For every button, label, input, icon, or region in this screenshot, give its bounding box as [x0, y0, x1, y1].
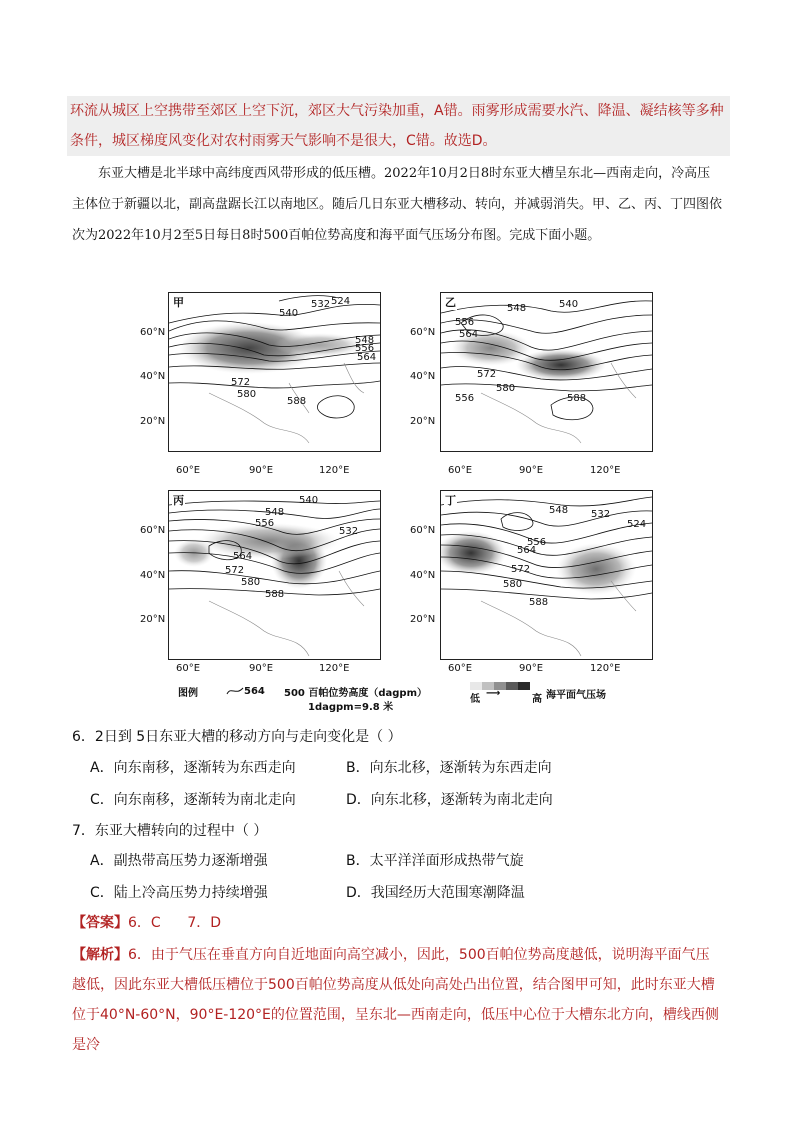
map-jia-drawing: [169, 293, 380, 451]
contour-label: 532: [591, 509, 611, 520]
previous-explanation: 环流从城区上空携带至郊区上空下沉，郊区大气污染加重，A错。雨雾形成需要水汽、降温、凝结核等多种条件，城区梯度风变化对农村雨雾天气影响不是很大，C错。故选D。: [67, 96, 730, 156]
contour-label: 588: [529, 597, 549, 608]
lon-label: 90°E: [249, 465, 274, 476]
contour-label: 524: [331, 296, 351, 307]
contour-label: 540: [279, 308, 299, 319]
lon-label: 90°E: [519, 663, 544, 674]
q7-option-b[interactable]: B．太平洋洋面形成热带气旋: [346, 853, 524, 869]
lat-label: 60°N: [410, 525, 436, 536]
contour-label: 564: [517, 545, 537, 556]
answer-label: 【答案】: [72, 915, 128, 931]
contour-label: 548: [355, 335, 375, 346]
q7-option-c[interactable]: C．陆上冷高压势力持续增强: [90, 885, 268, 901]
lon-label: 60°E: [448, 663, 473, 674]
lat-label: 40°N: [410, 570, 436, 581]
contour-label: 540: [559, 299, 579, 310]
lat-label: 60°N: [140, 327, 166, 338]
contour-label: 556: [455, 393, 475, 404]
answer-line: [72, 912, 221, 932]
contour-label: 548: [549, 505, 569, 516]
contour-label: 564: [357, 352, 377, 363]
contour-label: 556: [527, 537, 547, 548]
panel-label-bing: 丙: [173, 494, 184, 507]
contour-label: 540: [299, 495, 319, 506]
contour-label: 588: [567, 393, 587, 404]
question-7-stem: 7．东亚大槽转向的过程中（ ）: [72, 823, 268, 839]
analysis-label: 【解析】: [72, 947, 128, 963]
contour-label: 556: [255, 518, 275, 529]
contour-label: 580: [503, 579, 523, 590]
analysis-text: 6．由于气压在垂直方向自近地面向高空减小，因此，500百帕位势高度越低，说明海平面气压越低，因此东亚大槽低压槽位于500百帕位势高度从低处向高处凸出位置，结合图甲可知，此时东亚大槽位于40°N-60°N，90°E-120°E的位置范围，呈东北—西南走向，低压中心位于大槽东北方向，槽线西侧是冷: [72, 947, 719, 1053]
contour-label: 572: [511, 564, 531, 575]
contour-label: 580: [496, 383, 516, 394]
contour-label: 564: [459, 329, 479, 340]
lon-label: 120°E: [319, 465, 350, 476]
lon-label: 60°E: [448, 465, 473, 476]
map-ding-drawing: [441, 491, 652, 659]
lon-label: 120°E: [590, 465, 621, 476]
q7-option-a[interactable]: A．副热带高压势力逐渐增强: [90, 853, 268, 869]
legend-contour-desc: 500 百帕位势高度（dagpm）: [284, 688, 427, 699]
contour-label: 532: [311, 299, 331, 310]
lon-label: 120°E: [590, 663, 621, 674]
lon-label: 60°E: [176, 465, 201, 476]
lat-label: 20°N: [410, 614, 436, 625]
lon-label: 90°E: [249, 663, 274, 674]
panel-label-ding: 丁: [445, 494, 456, 507]
map-panel-bing: [168, 490, 381, 660]
panel-label-jia: 甲: [173, 296, 184, 309]
map-panel-yi: [440, 292, 653, 452]
q6-option-b[interactable]: B．向东北移，逐渐转为东西走向: [346, 760, 552, 776]
q7-option-d[interactable]: D．我国经历大范围寒潮降温: [346, 885, 525, 901]
legend-low: 低: [470, 694, 480, 705]
contour-label: 524: [627, 519, 647, 530]
legend-contour-value: 564: [244, 686, 265, 697]
contour-label: 564: [233, 551, 253, 562]
lon-label: 60°E: [176, 663, 201, 674]
contour-label: 548: [265, 507, 285, 518]
legend-pressure-desc: 海平面气压场: [546, 690, 606, 701]
legend-unit-note: 1dagpm=9.8 米: [308, 702, 394, 713]
lat-label: 60°N: [410, 327, 436, 338]
contour-label: 580: [241, 577, 261, 588]
panel-label-yi: 乙: [445, 296, 456, 309]
map-panel-jia: [168, 292, 381, 452]
legend-contour-icon: [226, 684, 244, 698]
contour-label: 556: [355, 343, 375, 354]
contour-label: 572: [231, 377, 251, 388]
q6-option-d[interactable]: D．向东北移，逐渐转为南北走向: [346, 792, 553, 808]
passage: 东亚大槽是北半球中高纬度西风带形成的低压槽。2022年10月2日8时东亚大槽呈东北—西南走向，冷高压主体位于新疆以北，副高盘踞长江以南地区。随后几日东亚大槽移动、转向，并减弱消失。甲、乙、丙、丁四图依次为2022年10月2至5日每日8时500百帕位势高度和海平面气压场分布图。完成下面小题。: [72, 166, 723, 243]
contour-label: 572: [477, 369, 497, 380]
analysis-block: [72, 940, 722, 1060]
lon-label: 90°E: [519, 465, 544, 476]
lat-label: 40°N: [140, 371, 166, 382]
q6-option-c[interactable]: C．向东南移，逐渐转为南北走向: [90, 792, 296, 808]
legend-high: 高: [532, 694, 542, 705]
lon-label: 120°E: [319, 663, 350, 674]
lat-label: 60°N: [140, 525, 166, 536]
answer-text: 6．C 7．D: [128, 915, 222, 931]
legend-title: 图例: [178, 688, 198, 699]
contour-label: 572: [225, 565, 245, 576]
contour-label: 588: [265, 589, 285, 600]
contour-label: 556: [455, 317, 475, 328]
contour-label: 588: [287, 396, 307, 407]
lat-label: 20°N: [140, 614, 166, 625]
contour-label: 580: [237, 389, 257, 400]
contour-label: 548: [507, 303, 527, 314]
lat-label: 40°N: [140, 570, 166, 581]
map-panel-ding: [440, 490, 653, 660]
legend-arrow: ⟶: [486, 688, 501, 699]
lat-label: 20°N: [410, 416, 436, 427]
lat-label: 20°N: [140, 416, 166, 427]
q6-option-a[interactable]: A．向东南移，逐渐转为东西走向: [90, 760, 296, 776]
contour-label: 532: [339, 526, 359, 537]
question-6-stem: 6．2日到 5日东亚大槽的移动方向与走向变化是（ ）: [72, 729, 402, 745]
lat-label: 40°N: [410, 371, 436, 382]
